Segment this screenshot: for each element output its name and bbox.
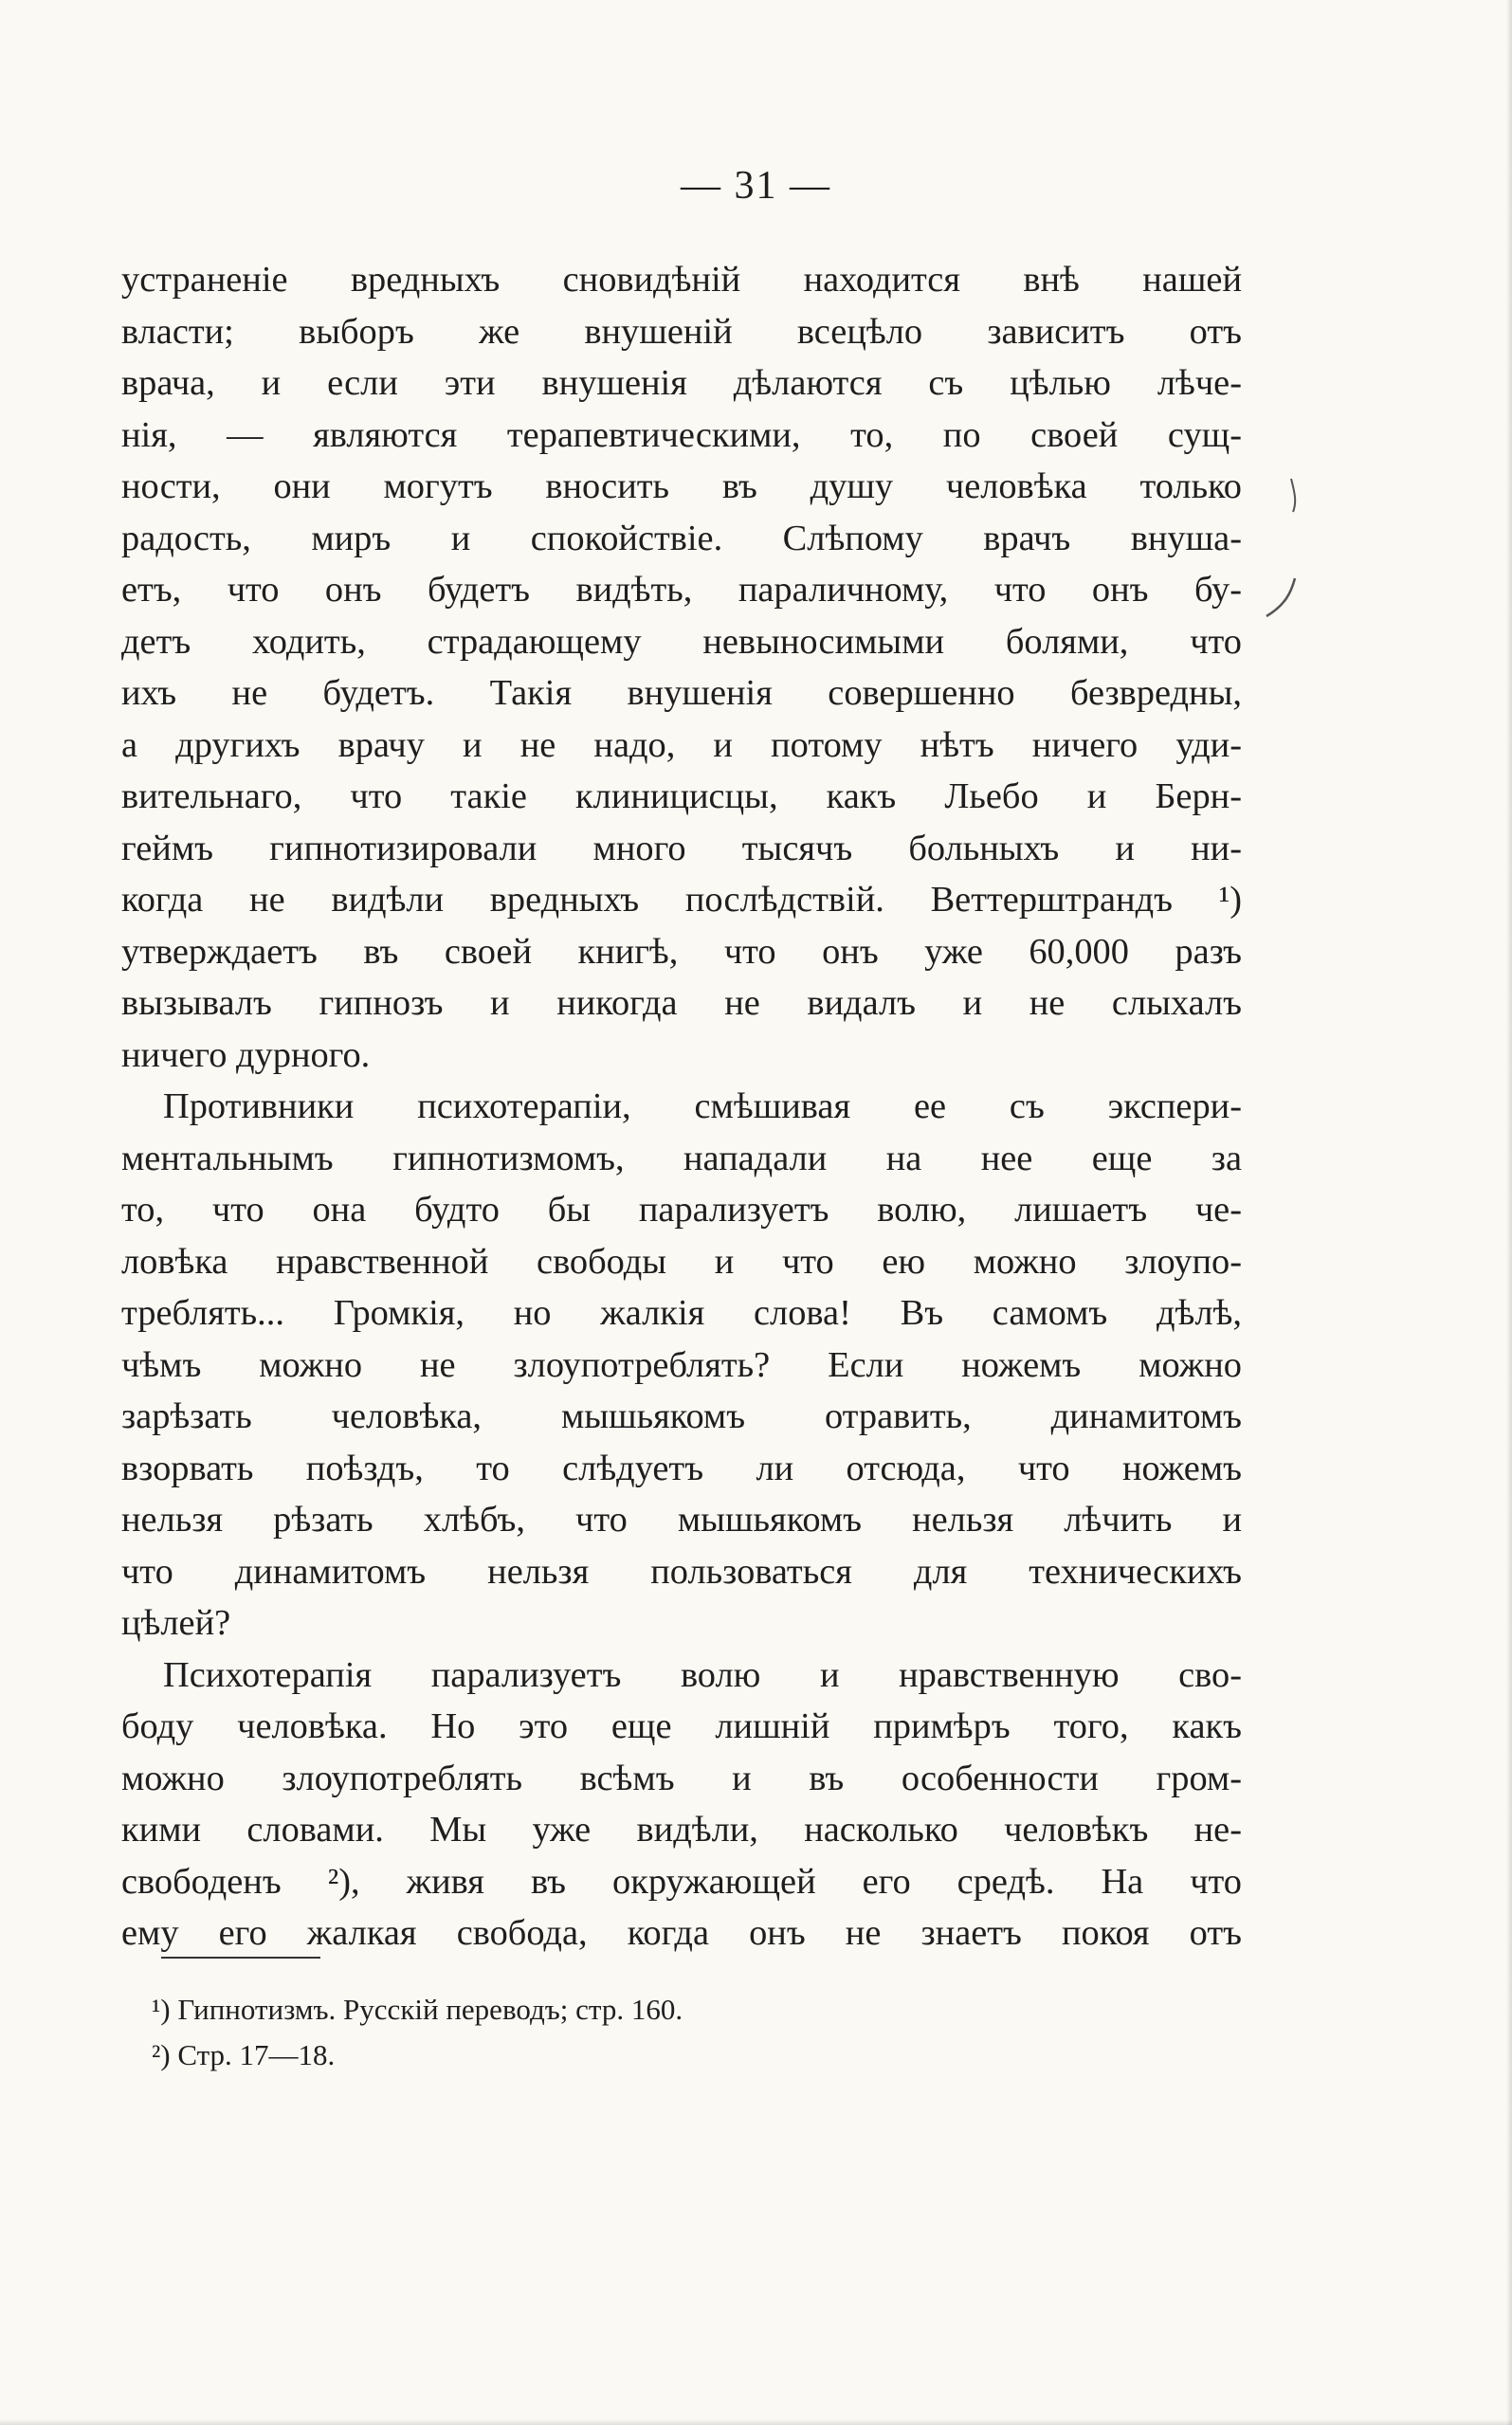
text-line: вызывалъ гипнозъ и никогда не видалъ и не слыхалъ — [121, 983, 1242, 1023]
text-line: боду человѣка. Но это еще лишній примѣръ того, какъ — [121, 1706, 1242, 1746]
text-line: ловѣка нравственной свободы и что ею можно злоупо- — [121, 1241, 1242, 1282]
margin-pencil-mark — [1253, 474, 1310, 626]
text-line: ности, они могутъ вносить въ душу человѣка только — [121, 466, 1242, 506]
text-line: кими словами. Мы уже видѣли, насколько человѣкъ не- — [121, 1810, 1242, 1850]
paragraph-2 — [121, 1081, 1242, 1650]
text-line: вительнаго, что такіе клиницисцы, какъ Льебо и Берн- — [121, 776, 1242, 816]
text-line: устраненіе вредныхъ сновидѣній находится внѣ нашей — [121, 260, 1242, 300]
paragraph-3 — [121, 1650, 1242, 1960]
page-number: — 31 — — [681, 164, 831, 208]
footnote-divider — [161, 1957, 320, 1959]
text-line: свободенъ ²), живя въ окружающей его средѣ. На что — [121, 1861, 1242, 1902]
paragraph-1 — [121, 254, 1242, 1081]
text-line: геймъ гипнотизировали много тысячъ больныхъ и ни- — [121, 828, 1242, 868]
text-line: врача, и если эти внушенія дѣлаются съ цѣлью лѣче- — [121, 363, 1242, 403]
text-line: когда не видѣли вредныхъ послѣдствій. Веттерштрандъ ¹) — [121, 880, 1242, 920]
text-line: Психотерапія парализуетъ волю и нравственную сво- — [163, 1654, 1242, 1695]
text-line: ментальнымъ гипнотизмомъ, нападали на нее еще за — [121, 1138, 1242, 1178]
text-line: детъ ходить, страдающему невыносимыми болями, что — [121, 621, 1242, 662]
text-line: ихъ не будетъ. Такія внушенія совершенно безвредны, — [121, 673, 1242, 713]
text-line: а другихъ врачу и не надо, и потому нѣтъ ничего уди- — [121, 724, 1242, 765]
body-text — [121, 254, 1242, 1960]
text-line: чѣмъ можно не злоупотреблять? Если ножемъ можно — [121, 1344, 1242, 1385]
page-bottom-shadow — [0, 2419, 1512, 2425]
text-line: треблять... Громкія, но жалкія слова! Въ самомъ дѣлѣ, — [121, 1293, 1242, 1333]
text-line: нельзя рѣзать хлѣбъ, что мышьякомъ нельзя лѣчить и — [121, 1500, 1242, 1540]
text-line: ему его жалкая свобода, когда онъ не знаетъ покоя отъ — [121, 1913, 1242, 1953]
text-line: Противники психотерапіи, смѣшивая ее съ экспери- — [163, 1086, 1242, 1126]
text-line: можно злоупотреблять всѣмъ и въ особенности гром- — [121, 1758, 1242, 1798]
text-line: взорвать поѣздъ, то слѣдуетъ ли отсюда, что ножемъ — [121, 1448, 1242, 1488]
footnotes — [152, 1987, 683, 2078]
footnote-2: ²) Стр. 17—18. — [152, 2038, 336, 2071]
text-line: утверждаетъ въ своей книгѣ, что онъ уже 60,000 разъ — [121, 931, 1242, 972]
text-line: зарѣзать человѣка, мышьякомъ отравить, динамитомъ — [121, 1396, 1242, 1436]
text-line: власти; выборъ же внушеній всецѣло зависитъ отъ — [121, 311, 1242, 352]
footnote-1: ¹) Гипнотизмъ. Русскій переводъ; стр. 160. — [152, 1993, 683, 2026]
text-line: нія, — являются терапевтическими, то, по своей сущ- — [121, 414, 1242, 455]
text-line: цѣлей? — [121, 1603, 231, 1643]
text-line: етъ, что онъ будетъ видѣть, параличному, что онъ бу- — [121, 570, 1242, 610]
text-line: радость, миръ и спокойствіе. Слѣпому врачъ внуша- — [121, 518, 1242, 558]
text-line: что динамитомъ нельзя пользоваться для техническихъ — [121, 1551, 1242, 1592]
page-edge-shadow — [1506, 0, 1512, 2425]
text-line: то, что она будто бы парализуетъ волю, лишаетъ че- — [121, 1190, 1242, 1230]
text-line: ничего дурного. — [121, 1034, 371, 1075]
